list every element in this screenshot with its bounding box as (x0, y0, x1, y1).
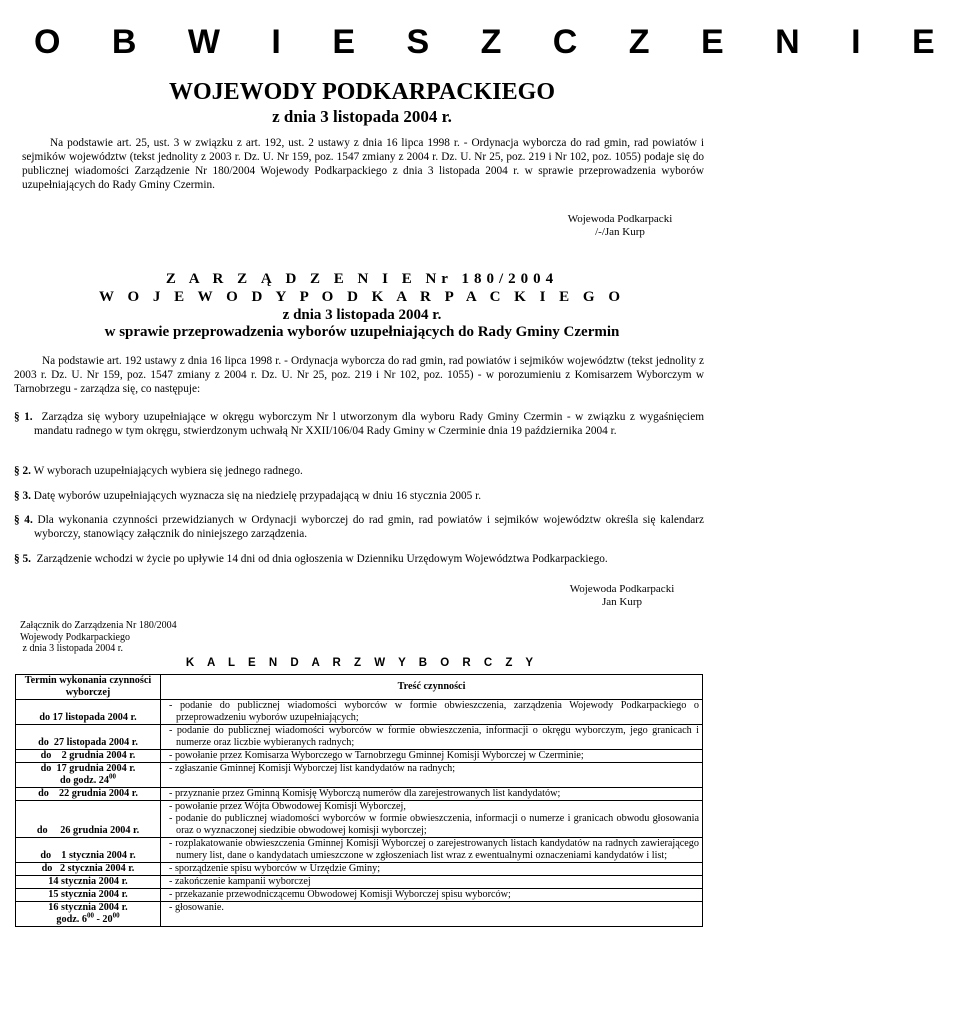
term-text: do 1 stycznia 2004 r. (40, 850, 136, 861)
annex-line-3: z dnia 3 listopada 2004 r. (20, 643, 124, 654)
signature-1-name: /-/Jan Kurp (595, 226, 645, 238)
calendar-content-cell (161, 863, 703, 876)
calendar-item: - podanie do publicznej wiadomości wyborców w formie obwieszczenia, zarządzenia Wojewody Podkarpackiego o przeprowadzeniu wyborów uzupełniających; (169, 700, 699, 723)
calendar-item: - podanie do publicznej wiadomości wyborców w formie obwieszczenia, informacji o numerze i granicach obwodu głosowania oraz o wyznaczonej siedzibie obwodowej komisji wyborczej; (169, 813, 699, 836)
calendar-item: - powołanie przez Wójta Obwodowej Komisji Wyborczej, (169, 801, 406, 812)
decree-subject: w sprawie przeprowadzenia wyborów uzupełniających do Rady Gminy Czermin (104, 324, 620, 340)
calendar-term-cell (16, 788, 161, 801)
signature-2-title: Wojewoda Podkarpacki (569, 583, 675, 595)
calendar-content-cell (161, 763, 703, 788)
document-subtitle: WOJEWODY PODKARPACKIEGO (168, 79, 555, 105)
signature-1-title: Wojewoda Podkarpacki (567, 213, 673, 225)
calendar-content-cell (161, 801, 703, 838)
table-row (16, 889, 703, 902)
decree-section-3 (14, 489, 704, 503)
term-text: do 22 grudnia 2004 r. (38, 788, 138, 799)
calendar-content-cell (161, 838, 703, 863)
calendar-title: K A L E N D A R Z W Y B O R C Z Y (185, 657, 539, 669)
decree-section-4 (14, 513, 704, 541)
signature-block-1 (540, 213, 700, 239)
calendar-item: - podanie do publicznej wiadomości wyborców w formie obwieszczenia, informacji o okręgu wyborczym, jego granicach i numerze oraz liczbie wybieranych radnych; (169, 725, 699, 748)
calendar-item: - sporządzenie spisu wyborców w Urzędzie Gminy; (169, 863, 381, 874)
document-date: z dnia 3 listopada 2004 r. (272, 107, 452, 126)
calendar-item: - przekazanie przewodniczącemu Obwodowej Komisji Wyborczej spisu wyborców; (169, 889, 511, 900)
col-header-content: Treść czynności (161, 675, 703, 700)
decree-preamble: Na podstawie art. 192 ustawy z dnia 16 lipca 1998 r. - Ordynacja wyborcza do rad gmin, rad powiatów i sejmików województw (tekst jednolity z 2003 r. Dz. U. Nr 159, poz. 1547 zmiany z 2004 r. Dz. U. Nr 25, poz. 219 i Nr 102, poz. 1055) - w porozumieniu z Komisarzem Wyborczym w Tarnobrzegu - zarządza się, co następuje: (14, 355, 704, 395)
section-number: § 2. (14, 465, 31, 477)
term-text: 16 stycznia 2004 r. (48, 902, 128, 913)
annex-line-2: Wojewody Podkarpackiego (20, 631, 130, 643)
term-time (19, 911, 157, 926)
calendar-term-cell (16, 750, 161, 763)
signature-block-2 (552, 583, 692, 609)
table-row (16, 876, 703, 889)
table-row (16, 902, 703, 927)
table-row (16, 863, 703, 876)
calendar-item: - zgłaszanie Gminnej Komisji Wyborczej list kandydatów na radnych; (169, 763, 456, 774)
term-time-sup: 00 (112, 911, 120, 920)
term-text: do 26 grudnia 2004 r. (36, 825, 140, 836)
calendar-item: - rozplakatowanie obwieszczenia Gminnej Komisji Wyborczej o zarejestrowanych listach kandydatów na radnych zawierającego numery list, dane o kandydatach umieszczone w zgłoszeniach list wraz z ewentualnymi oznaczeniami kandydatów i list; (169, 838, 699, 861)
table-row (16, 763, 703, 788)
section-number: § 3. (14, 490, 31, 502)
decree-date: z dnia 3 listopada 2004 r. (282, 307, 442, 323)
calendar-term-cell (16, 725, 161, 750)
term-text: do 2 stycznia 2004 r. (41, 863, 135, 874)
calendar-term-cell (16, 863, 161, 876)
section-number: § 4. (14, 514, 33, 526)
calendar-content-cell (161, 876, 703, 889)
calendar-body (16, 700, 703, 927)
section-number: § 1. (14, 411, 33, 423)
calendar-content-cell (161, 788, 703, 801)
table-row (16, 801, 703, 838)
calendar-item: - zakończenie kampanii wyborczej (169, 876, 311, 887)
decree-section-2 (14, 464, 704, 478)
decree-issuer: W O J E W O D Y P O D K A R P A C K I E G O (98, 289, 626, 305)
section-text: Zarządza się wybory uzupełniające w okręgu wyborczym Nr l utworzonym dla wyboru Rady Gminy Czermin - w związku z wygaśnięciem mandatu radnego w tym okręgu, stwierdzonym uchwałą Nr XXII/106/04 Rady Gminy w Czerminie dnia 19 października 2004 r. (34, 411, 704, 437)
term-time-text: do godz. 24 (60, 775, 109, 786)
term-text: do 17 grudnia 2004 r. (40, 763, 136, 774)
col-header-term: Termin wykonania czynności wyborczej (16, 675, 161, 700)
annex-note (20, 620, 240, 655)
calendar-content-cell (161, 750, 703, 763)
intro-paragraph: Na podstawie art. 25, ust. 3 w związku z art. 192, ust. 2 ustawy z dnia 16 lipca 1998 r. - Ordynacja wyborcza do rad gmin, rad powiatów i sejmików województw (tekst jednolity z 2003 r. Dz. U. Nr 159, poz. 1547 zmiany z 2004 r. Dz. U. Nr 25, poz. 219 i Nr 102, poz. 1055) podaje się do publicznej wiadomości Zarządzenie Nr 180/2004 Wojewody Podkarpackiego z dnia 3 listopada 2004 r. w sprawie przeprowadzenia wyborów uzupełniających do Rady Gminy Czermin. (22, 137, 704, 191)
table-row (16, 725, 703, 750)
table-row (16, 838, 703, 863)
calendar-term-cell (16, 700, 161, 725)
calendar-term-cell (16, 902, 161, 927)
decree-section-1 (14, 410, 704, 438)
calendar-header-row (16, 675, 703, 700)
calendar-term-cell (16, 876, 161, 889)
section-text: W wyborach uzupełniających wybiera się jednego radnego. (33, 465, 303, 477)
term-text: 14 stycznia 2004 r. (48, 876, 128, 887)
calendar-content-cell (161, 889, 703, 902)
table-row (16, 700, 703, 725)
signature-2-name: Jan Kurp (601, 596, 643, 608)
term-text: 15 stycznia 2004 r. (48, 889, 128, 900)
calendar-table (15, 674, 703, 927)
calendar-term-cell (16, 801, 161, 838)
term-time-text: - 20 (93, 914, 113, 925)
calendar-content-cell (161, 725, 703, 750)
annex-line-1: Załącznik do Zarządzenia Nr 180/2004 (20, 620, 177, 631)
term-text: do 27 listopada 2004 r. (38, 737, 138, 748)
document-title: O B W I E S Z C Z E N I E (34, 23, 956, 61)
calendar-term-cell (16, 889, 161, 902)
calendar-term-cell (16, 763, 161, 788)
term-time (19, 772, 157, 787)
section-text: Datę wyborów uzupełniających wyznacza się na niedzielę przypadającą w dniu 16 stycznia 2005 r. (33, 490, 482, 502)
calendar-content-cell (161, 700, 703, 725)
term-time-text: godz. 6 (56, 914, 87, 925)
term-time-sup: 00 (86, 911, 94, 920)
calendar-item: - powołanie przez Komisarza Wyborczego w Tarnobrzegu Gminnej Komisji Wyborczej w Czerminie; (169, 750, 584, 761)
decree-section-5 (14, 552, 704, 566)
term-text: do 2 grudnia 2004 r. (40, 750, 136, 761)
term-time-sup: 00 (108, 772, 116, 781)
calendar-item: - przyznanie przez Gminną Komisję Wyborczą numerów dla zarejestrowanych list kandydatów; (169, 788, 561, 799)
calendar-term-cell (16, 838, 161, 863)
calendar-item: - głosowanie. (169, 902, 224, 913)
term-text: do 17 listopada 2004 r. (39, 712, 137, 723)
section-text: Zarządzenie wchodzi w życie po upływie 14 dni od dnia ogłoszenia w Dzienniku Urzędowym Województwa Podkarpackiego. (36, 553, 608, 565)
section-number: § 5. (14, 553, 31, 565)
section-text: Dla wykonania czynności przewidzianych w Ordynacji wyborczej do rad gmin, rad powiatów i sejmików województw określa się kalendarz wyborczy, stanowiący załącznik do niniejszego zarządzenia. (34, 514, 705, 540)
table-row (16, 788, 703, 801)
table-row (16, 750, 703, 763)
decree-title: Z A R Z Ą D Z E N I E Nr 180/2004 (165, 271, 559, 287)
calendar-content-cell (161, 902, 703, 927)
